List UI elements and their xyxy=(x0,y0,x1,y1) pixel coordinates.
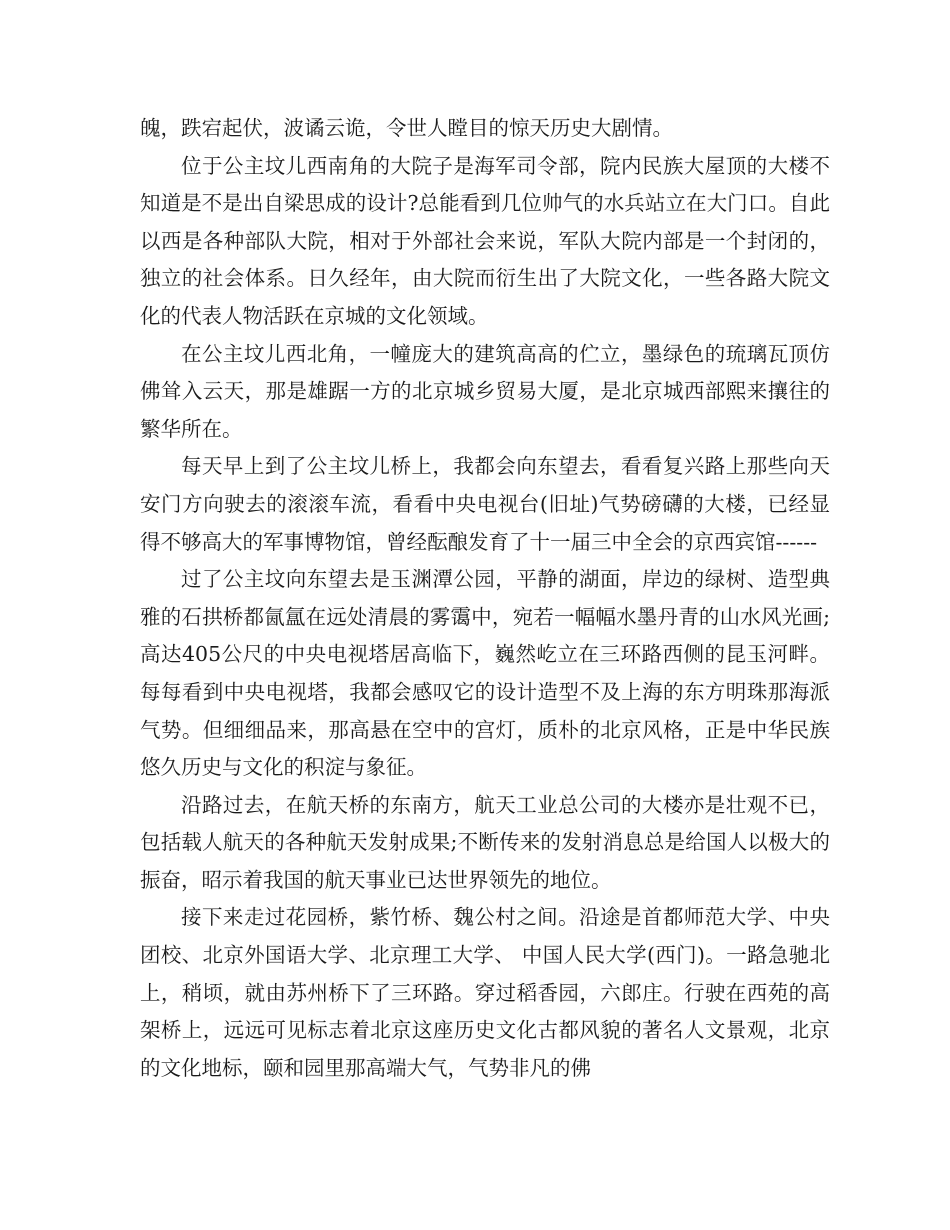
paragraph-7: 接下来走过花园桥，紫竹桥、魏公村之间。沿途是首都师范大学、中央团校、北京外国语大学、北京理工大学、 中国人民大学(西门)。一路急驰北上，稍顷，就由苏州桥下了三环路。穿过稻香园，六郎庄。行驶在西苑的高架桥上，远远可见标志着北京这座历史文化古都风貌的著名人文景观，北京的文化地标，颐和园里那高端大气，气势非凡的佛 xyxy=(140,905,830,1080)
paragraph-4: 每天早上到了公主坟儿桥上，我都会向东望去，看看复兴路上那些向天安门方向驶去的滚滚车流，看看中央电视台(旧址)气势磅礴的大楼，已经显得不够高大的军事博物馆，曾经酝酿发育了十一届三中全会的京西宾馆------ xyxy=(140,454,830,554)
paragraph-1: 魄，跌宕起伏，波谲云诡，令世人瞠目的惊天历史大剧情。 xyxy=(140,116,673,140)
paragraph-5: 过了公主坟向东望去是玉渊潭公园，平静的湖面，岸边的绿树、造型典雅的石拱桥都氤氲在远处清晨的雾霭中，宛若一幅幅水墨丹青的山水风光画;高达405公尺的中央电视塔居高临下，巍然屹立在三环路西侧的昆玉河畔。每每看到中央电视塔，我都会感叹它的设计造型不及上海的东方明珠那海派气势。但细细品来，那高悬在空中的宫灯，质朴的北京风格，正是中华民族悠久历史与文化的积淀与象征。 xyxy=(140,567,830,780)
paragraph-2: 位于公主坟儿西南角的大院子是海军司令部，院内民族大屋顶的大楼不知道是不是出自梁思成的设计?总能看到几位帅气的水兵站立在大门口。自此以西是各种部队大院，相对于外部社会来说，军队大院内部是一个封闭的，独立的社会体系。日久经年，由大院而衍生出了大院文化，一些各路大院文化的代表人物活跃在京城的文化领域。 xyxy=(140,153,830,328)
paragraph-6: 沿路过去，在航天桥的东南方，航天工业总公司的大楼亦是壮观不已，包括载人航天的各种航天发射成果;不断传来的发射消息总是给国人以极大的振奋，昭示着我国的航天事业已达世界领先的地位。 xyxy=(140,792,830,892)
document-body xyxy=(140,110,830,1087)
paragraph-3: 在公主坟儿西北角，一幢庞大的建筑高高的伫立，墨绿色的琉璃瓦顶仿佛耸入云天，那是雄踞一方的北京城乡贸易大厦，是北京城西部熙来攘往的繁华所在。 xyxy=(140,341,830,441)
